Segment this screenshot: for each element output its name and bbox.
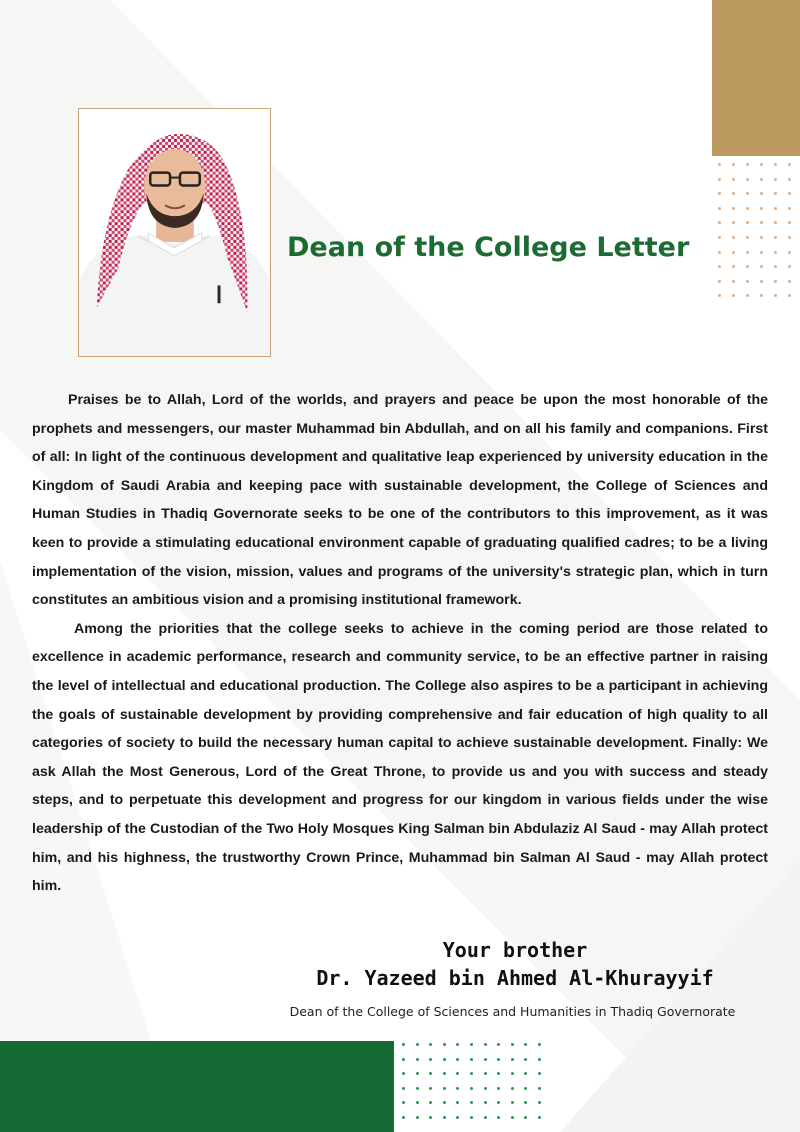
decorative-dot <box>718 207 721 210</box>
decorative-dot <box>456 1087 459 1090</box>
decorative-dot <box>511 1058 514 1061</box>
decorative-dot <box>718 163 721 166</box>
decorative-dot <box>402 1101 405 1104</box>
decorative-dot <box>732 236 735 239</box>
decorative-dot <box>788 221 791 224</box>
decorative-dot <box>788 236 791 239</box>
decorative-dot <box>746 265 749 268</box>
decorative-dot <box>760 251 763 254</box>
decorative-dot <box>402 1043 405 1046</box>
dean-portrait-icon <box>79 109 270 356</box>
decorative-dot <box>429 1043 432 1046</box>
decorative-dot <box>470 1058 473 1061</box>
decorative-dot <box>443 1072 446 1075</box>
decorative-dot <box>774 265 777 268</box>
decorative-dot <box>484 1072 487 1075</box>
decorative-dot <box>470 1072 473 1075</box>
decorative-dot <box>718 192 721 195</box>
decorative-dot <box>760 294 763 297</box>
decorative-dot <box>511 1116 514 1119</box>
decorative-dot <box>538 1058 541 1061</box>
decorative-dot <box>484 1116 487 1119</box>
decorative-dot <box>788 294 791 297</box>
decorative-dot <box>718 294 721 297</box>
decorative-dot <box>524 1116 527 1119</box>
decorative-dot <box>718 280 721 283</box>
decorative-dot <box>524 1043 527 1046</box>
decorative-dot <box>718 265 721 268</box>
decorative-dot <box>746 280 749 283</box>
decorative-dot <box>416 1087 419 1090</box>
decorative-dot <box>760 265 763 268</box>
decorative-dot <box>484 1087 487 1090</box>
decorative-dot <box>538 1087 541 1090</box>
decorative-dot <box>497 1043 500 1046</box>
decorative-dot <box>760 178 763 181</box>
decorative-dot <box>774 207 777 210</box>
decorative-dot <box>788 178 791 181</box>
decorative-dot <box>429 1087 432 1090</box>
letter-paragraph: Praises be to Allah, Lord of the worlds, and prayers and peace be upon the most honorable of the prophets and messengers, our master Muhammad bin Abdullah, and on all his family and companions. First of all: In light of the continuous development and qualitative leap experienced by university education in the Kingdom of Saudi Arabia and keeping pace with sustainable development, the College of Sciences and Human Studies in Thadiq Governorate seeks to be one of the contributors to this improvement, as it was keen to provide a stimulating educational environment capable of graduating qualified cadres; to be a living implementation of the vision, mission, values and programs of the university's strategic plan, which in turn constitutes an ambitious vision and a promising institutional framework. <box>32 392 768 609</box>
decorative-dot <box>774 236 777 239</box>
decorative-dot <box>402 1058 405 1061</box>
decorative-dot <box>538 1043 541 1046</box>
decorative-dot <box>402 1087 405 1090</box>
decorative-dot <box>443 1043 446 1046</box>
decorative-dot <box>402 1116 405 1119</box>
decorative-dot <box>732 178 735 181</box>
decorative-dot <box>484 1101 487 1104</box>
decorative-dot <box>788 280 791 283</box>
decorative-dot <box>470 1101 473 1104</box>
decorative-dot <box>538 1101 541 1104</box>
decorative-dot <box>774 280 777 283</box>
decorative-dot <box>760 163 763 166</box>
decorative-dot <box>746 251 749 254</box>
decorative-dot <box>746 192 749 195</box>
decorative-dot <box>524 1072 527 1075</box>
decorative-dot <box>456 1101 459 1104</box>
decorative-dot <box>538 1072 541 1075</box>
decorative-dot <box>760 280 763 283</box>
decorative-dot <box>456 1058 459 1061</box>
decorative-dot <box>788 265 791 268</box>
decorative-dot <box>788 192 791 195</box>
decorative-dot <box>718 236 721 239</box>
decorative-dot <box>732 192 735 195</box>
decorative-dot <box>416 1101 419 1104</box>
decorative-dot <box>774 221 777 224</box>
decorative-dot <box>732 294 735 297</box>
signature-name: Dr. Yazeed bin Ahmed Al-Khurayyif <box>316 966 714 990</box>
decorative-dot <box>760 236 763 239</box>
decorative-dot <box>788 163 791 166</box>
decorative-dot <box>470 1043 473 1046</box>
decorative-dot <box>497 1087 500 1090</box>
decorative-dot <box>774 163 777 166</box>
decorative-dot <box>524 1087 527 1090</box>
decorative-dot <box>429 1116 432 1119</box>
decorative-dot <box>732 265 735 268</box>
green-dot-pattern <box>402 1043 552 1131</box>
decorative-dot <box>538 1116 541 1119</box>
decorative-dot <box>443 1058 446 1061</box>
decorative-dot <box>774 192 777 195</box>
page-title: Dean of the College Letter <box>287 232 690 263</box>
decorative-dot <box>760 221 763 224</box>
decorative-dot <box>470 1116 473 1119</box>
gold-dot-pattern <box>718 163 800 309</box>
decorative-dot <box>443 1116 446 1119</box>
decorative-dot <box>429 1101 432 1104</box>
decorative-dot <box>497 1116 500 1119</box>
decorative-dot <box>746 236 749 239</box>
decorative-dot <box>416 1116 419 1119</box>
signature-greeting: Your brother <box>442 938 588 962</box>
decorative-dot <box>429 1058 432 1061</box>
decorative-dot <box>484 1058 487 1061</box>
letter-paragraph: Among the priorities that the college seeks to achieve in the coming period are those related to excellence in academic performance, research and community service, to be an effective partner in raising the level of intellectual and educational production. The College also aspires to be a participant in achieving the goals of sustainable development by providing comprehensive and fair education of high quality to all categories of society to build the necessary human capital to achieve sustainable development. Finally: We ask Allah the Most Generous, Lord of the Great Throne, to provide us and you with success and steady steps, and to perpetuate this development and progress for our kingdom in various fields under the wise leadership of the Custodian of the Two Holy Mosques King Salman bin Abdulaziz Al Saud - may Allah protect him, and his highness, the trustworthy Crown Prince, Muhammad bin Salman Al Saud - may Allah protect him. <box>32 620 768 895</box>
decorative-dot <box>416 1043 419 1046</box>
green-footer-bar <box>0 1041 394 1132</box>
decorative-dot <box>718 178 721 181</box>
dean-photo <box>78 108 271 357</box>
decorative-dot <box>746 221 749 224</box>
decorative-dot <box>497 1058 500 1061</box>
decorative-dot <box>484 1043 487 1046</box>
gold-corner-bar <box>712 0 800 156</box>
decorative-dot <box>511 1087 514 1090</box>
decorative-dot <box>456 1116 459 1119</box>
decorative-dot <box>732 163 735 166</box>
decorative-dot <box>443 1087 446 1090</box>
decorative-dot <box>456 1072 459 1075</box>
decorative-dot <box>718 221 721 224</box>
decorative-dot <box>497 1072 500 1075</box>
decorative-dot <box>416 1072 419 1075</box>
decorative-dot <box>732 207 735 210</box>
decorative-dot <box>524 1101 527 1104</box>
decorative-dot <box>470 1087 473 1090</box>
decorative-dot <box>732 280 735 283</box>
decorative-dot <box>718 251 721 254</box>
decorative-dot <box>746 163 749 166</box>
decorative-dot <box>746 294 749 297</box>
decorative-dot <box>511 1043 514 1046</box>
decorative-dot <box>732 221 735 224</box>
decorative-dot <box>760 192 763 195</box>
decorative-dot <box>788 251 791 254</box>
decorative-dot <box>732 251 735 254</box>
decorative-dot <box>774 178 777 181</box>
decorative-dot <box>774 251 777 254</box>
decorative-dot <box>774 294 777 297</box>
decorative-dot <box>443 1101 446 1104</box>
decorative-dot <box>746 178 749 181</box>
decorative-dot <box>788 207 791 210</box>
decorative-dot <box>497 1101 500 1104</box>
decorative-dot <box>416 1058 419 1061</box>
decorative-dot <box>760 207 763 210</box>
decorative-dot <box>511 1072 514 1075</box>
decorative-dot <box>402 1072 405 1075</box>
letter-body <box>32 386 768 901</box>
signature-position: Dean of the College of Sciences and Humanities in Thadiq Governorate <box>289 1004 736 1019</box>
decorative-dot <box>746 207 749 210</box>
decorative-dot <box>511 1101 514 1104</box>
decorative-dot <box>456 1043 459 1046</box>
decorative-dot <box>524 1058 527 1061</box>
decorative-dot <box>429 1072 432 1075</box>
